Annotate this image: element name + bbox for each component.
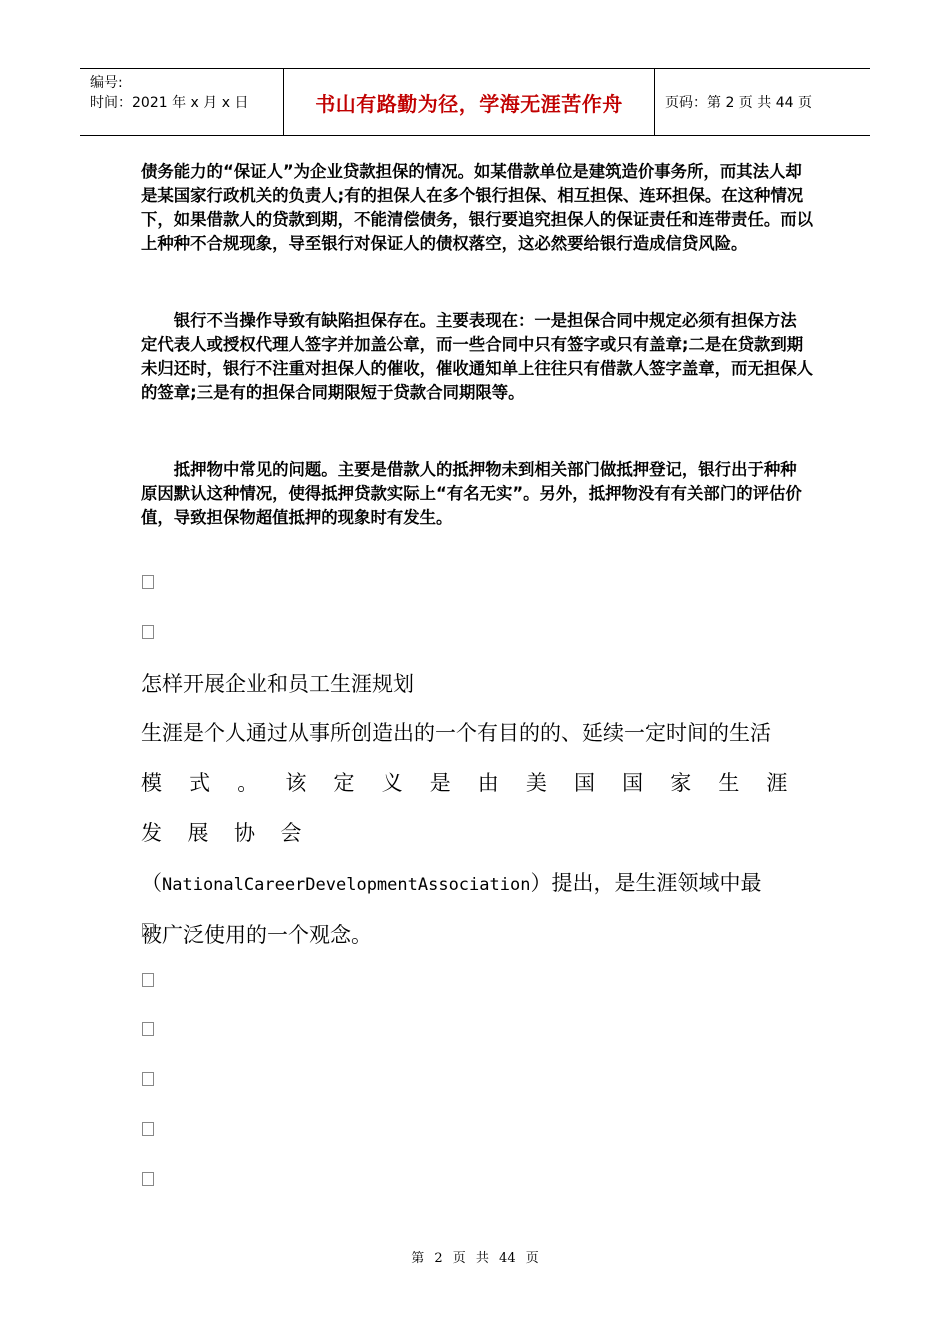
placeholder-box — [142, 625, 154, 639]
paren-open: （ — [141, 871, 162, 895]
header-left-cell — [80, 69, 283, 135]
placeholder-box — [142, 1072, 154, 1086]
document-time-label: 时间：2021 年 x 月 x 日 — [90, 95, 249, 111]
placeholder-box — [142, 923, 154, 937]
definition-line-3-rest: ）提出，是生涯领域中最 — [530, 871, 762, 895]
header-table — [80, 68, 870, 136]
paragraph-guarantor-issues: 债务能力的“保证人”为企业贷款担保的情况。如某借款单位是建筑造价事务所，而其法人却是某国家行政机关的负责人;有的担保人在多个银行担保、相互担保、连环担保。在这种情况下，如果借款人的贷款到期，不能清偿债务，银行要追究担保人的保证责任和连带责任。而以上种种不合规现象，导至银行对保证人的债权落空，这必然要给银行造成信贷风险。 — [141, 162, 814, 253]
page-footer: 第 2 页 共 44 页 — [411, 1251, 539, 1266]
paragraph-bank-operation-defects: 银行不当操作导致有缺陷担保存在。主要表现在：一是担保合同中规定必须有担保方法定代表人或授权代理人签字并加盖公章，而一些合同中只有签字或只有盖章;二是在贷款到期未归还时，银行不注重对担保人的催收，催收通知单上往往只有借款人签字盖章，而无担保人的签章;三是有的担保合同期限短于贷款合同期限等。 — [141, 311, 814, 402]
header-page-info: 页码：第 2 页 共 44 页 — [665, 95, 812, 111]
definition-line-1: 生涯是个人通过从事所创造出的一个有目的的、延续一定时间的生活 — [141, 721, 771, 745]
placeholder-box — [142, 1022, 154, 1036]
definition-paragraph — [141, 708, 813, 960]
placeholder-box — [142, 973, 154, 987]
document-number-label: 编号: — [90, 75, 123, 91]
definition-line-2: 模式。该定义是由美国国家生涯发展协会 — [141, 771, 813, 845]
paragraph-collateral-problems: 抵押物中常见的问题。主要是借款人的抵押物未到相关部门做抵押登记，银行出于种种原因默认这种情况，使得抵押贷款实际上“有名无实”。另外，抵押物没有有关部门的评估价值，导致担保物超值抵押的现象时有发生。 — [141, 460, 802, 527]
association-english-name: NationalCareerDevelopmentAssociation — [162, 875, 531, 895]
definition-line-4: 被广泛使用的一个观念。 — [141, 923, 372, 947]
placeholder-box — [142, 575, 154, 589]
placeholder-box — [142, 1172, 154, 1186]
header-motto: 书山有路勤为径，学海无涯苦作舟 — [283, 69, 655, 135]
definition-line-3 — [141, 858, 813, 910]
placeholder-box — [142, 1122, 154, 1136]
section-title: 怎样开展企业和员工生涯规划 — [141, 672, 414, 696]
